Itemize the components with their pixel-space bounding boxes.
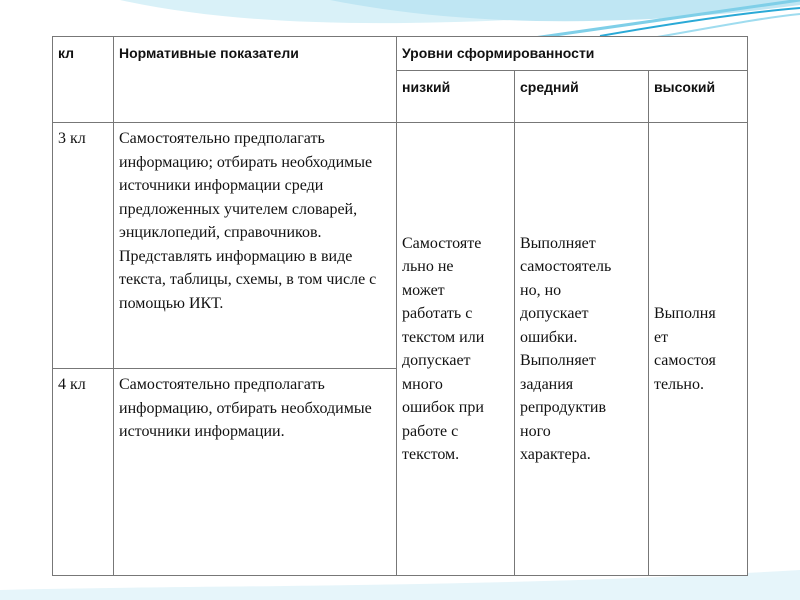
- level-high-description: Выполня ет самостоя тельно.: [649, 123, 748, 576]
- header-indicators: Нормативные показатели: [114, 37, 397, 123]
- header-class: кл: [53, 37, 114, 123]
- row-class-3: 3 кл: [53, 123, 114, 369]
- table-row: [53, 123, 748, 369]
- row-class-4: 4 кл: [53, 369, 114, 576]
- level-low-description: Самостояте льно не может работать с текстом или допускает много ошибок при работе с текстом.: [397, 123, 515, 576]
- header-level-high: высокий: [649, 71, 748, 123]
- level-medium-description: Выполняет самостоятель но, но допускает ошибки. Выполняет задания репродуктив ного характера.: [515, 123, 649, 576]
- wave-curve-2: [600, 8, 800, 36]
- wave-curve-1: [520, 0, 800, 40]
- criteria-table: [52, 36, 748, 576]
- header-level-low: низкий: [397, 71, 515, 123]
- wave-shape-light: [120, 0, 800, 23]
- header-row: [53, 37, 748, 71]
- row-indicator-4: Самостоятельно предполагать информацию, отбирать необходимые источники информации.: [114, 369, 397, 576]
- header-level-medium: средний: [515, 71, 649, 123]
- row-indicator-3: Самостоятельно предполагать информацию; отбирать необходимые источники информации среди предложенных учителем словарей, энциклопедий, справочников. Представлять информацию в виде текста, таблицы, схемы, в том числе с помощью ИКТ.: [114, 123, 397, 369]
- wave-shape-mid: [330, 0, 800, 21]
- header-levels: Уровни сформированности: [397, 37, 748, 71]
